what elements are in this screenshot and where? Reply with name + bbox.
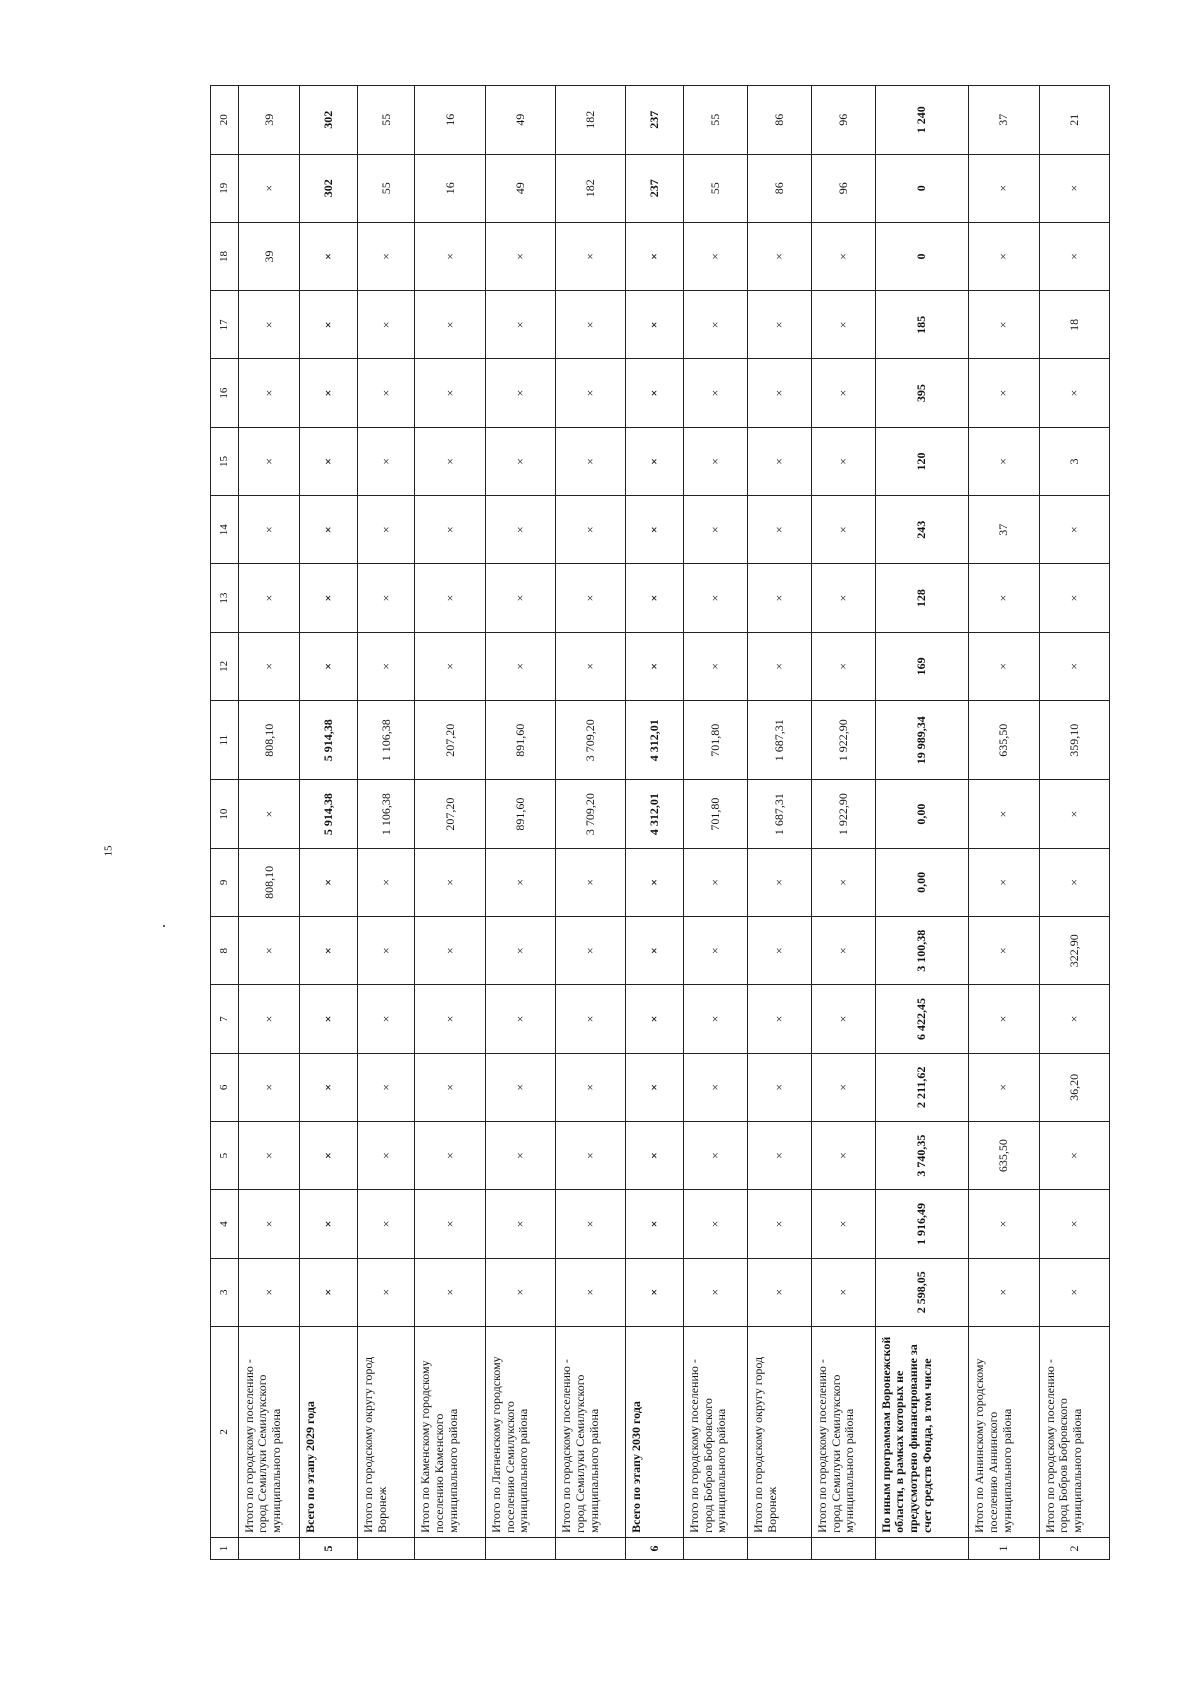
table-cell: 237 [626,154,684,222]
table-cell: 96 [811,86,875,155]
row-label: Всего по этапу 2030 года [626,1326,684,1537]
table-cell: × [415,848,485,916]
table-cell: × [747,1258,811,1326]
row-number: 2 [1039,1537,1109,1559]
row-label: Итого по городскому округу город Воронеж [747,1326,811,1537]
table-cell: × [626,1258,684,1326]
table-cell: × [238,359,300,427]
table-row [969,86,1039,1560]
table-cell: 243 [875,496,969,564]
table-cell: × [811,222,875,290]
table-cell: × [747,1190,811,1258]
table-cell: 359,10 [1039,701,1109,780]
table-cell: × [683,359,747,427]
table-cell: 207,20 [415,701,485,780]
table-cell: × [300,848,358,916]
table-cell: 3 709,20 [556,701,626,780]
table-cell: × [747,564,811,632]
row-number: 5 [300,1537,358,1559]
table-cell: × [485,917,555,985]
column-header: 10 [211,780,239,848]
table-cell: × [357,291,415,359]
table-cell: 0 [875,222,969,290]
table-cell: 5 914,38 [300,780,358,848]
table-cell: × [626,985,684,1053]
table-cell: 182 [556,154,626,222]
table-cell: × [357,1190,415,1258]
table-cell: × [556,848,626,916]
table-cell: × [683,1190,747,1258]
header-row [211,86,239,1560]
table-cell: 37 [969,496,1039,564]
row-number [485,1537,555,1559]
table-cell: × [300,1053,358,1121]
table-row [626,86,684,1560]
row-label: Итого по Каменскому городскому поселению Каменского муниципального района [415,1326,485,1537]
table-cell: × [300,917,358,985]
table-cell: 36,20 [1039,1053,1109,1121]
table-cell: 55 [683,86,747,155]
table-cell: 49 [485,154,555,222]
table-cell: 891,60 [485,780,555,848]
row-number [747,1537,811,1559]
table-cell: × [556,1053,626,1121]
table-cell: × [1039,564,1109,632]
row-label: Всего по этапу 2029 года [300,1326,358,1537]
column-header: 16 [211,359,239,427]
table-cell: × [300,222,358,290]
table-cell: × [357,427,415,495]
column-header: 5 [211,1121,239,1189]
table-cell: 55 [357,86,415,155]
table-cell: 185 [875,291,969,359]
table-row [357,86,415,1560]
column-header: 3 [211,1258,239,1326]
table-cell: 237 [626,86,684,155]
table-cell: 5 914,38 [300,701,358,780]
table-cell: × [811,1121,875,1189]
table-cell: × [683,291,747,359]
table-cell: × [969,1190,1039,1258]
table-cell: 86 [747,154,811,222]
table-cell: × [238,564,300,632]
table-cell: 3 [1039,427,1109,495]
table-cell: × [238,1053,300,1121]
table-cell: × [485,291,555,359]
table-cell: × [485,985,555,1053]
table-cell: × [811,632,875,700]
table-cell: × [969,359,1039,427]
table-cell: 0,00 [875,780,969,848]
table-cell: × [626,632,684,700]
table-cell: × [811,1258,875,1326]
table-cell: 21 [1039,86,1109,155]
table-cell: × [747,632,811,700]
table-cell: × [238,291,300,359]
column-header: 7 [211,985,239,1053]
rotated-table-container [210,85,1110,1560]
table-cell: × [238,496,300,564]
table-cell: × [969,564,1039,632]
table-cell: 207,20 [415,780,485,848]
table-cell: × [300,496,358,564]
table-cell: × [357,1121,415,1189]
column-header: 15 [211,427,239,495]
table-cell: × [1039,496,1109,564]
table-cell: × [485,1190,555,1258]
table-row [485,86,555,1560]
table-cell: × [1039,222,1109,290]
table-cell: 1 240 [875,86,969,155]
column-header: 1 [211,1537,239,1559]
column-header: 17 [211,291,239,359]
table-cell: 1 106,38 [357,701,415,780]
table-cell: × [357,222,415,290]
table-cell: × [683,848,747,916]
table-cell: 4 312,01 [626,780,684,848]
table-cell: × [747,496,811,564]
row-number: 1 [969,1537,1039,1559]
table-cell: 635,50 [969,701,1039,780]
table-cell: × [811,985,875,1053]
table-cell: × [626,222,684,290]
table-cell: × [300,985,358,1053]
column-header: 6 [211,1053,239,1121]
table-cell: 16 [415,154,485,222]
page-number: 15 [102,845,115,857]
table-cell: × [747,427,811,495]
table-row [415,86,485,1560]
table-cell: × [626,496,684,564]
table-cell: 19 989,34 [875,701,969,780]
table-cell: × [357,1258,415,1326]
table-cell: × [556,496,626,564]
table-cell: × [969,1053,1039,1121]
table-cell: × [1039,154,1109,222]
table-cell: 701,80 [683,780,747,848]
table-cell: × [556,1190,626,1258]
table-row [811,86,875,1560]
table-cell: 1 687,31 [747,780,811,848]
table-cell: × [415,985,485,1053]
table-cell: 86 [747,86,811,155]
table-cell: 39 [238,222,300,290]
table-cell: 2 598,05 [875,1258,969,1326]
table-cell: × [357,496,415,564]
table-cell: × [1039,1121,1109,1189]
row-number [875,1537,969,1559]
table-cell: × [300,359,358,427]
table-cell: × [969,427,1039,495]
table-cell: × [415,1053,485,1121]
table-cell: × [556,564,626,632]
table-cell: × [1039,632,1109,700]
table-cell: × [626,917,684,985]
table-row [556,86,626,1560]
row-number [357,1537,415,1559]
table-cell: 322,90 [1039,917,1109,985]
table-cell: × [969,985,1039,1053]
table-cell: × [811,564,875,632]
table-cell: × [969,291,1039,359]
table-cell: × [357,564,415,632]
table-cell: 891,60 [485,701,555,780]
table-cell: × [485,427,555,495]
table-cell: × [1039,359,1109,427]
table-cell: × [485,359,555,427]
column-header: 4 [211,1190,239,1258]
table-cell: × [415,917,485,985]
table-cell: × [556,291,626,359]
table-cell: × [811,1190,875,1258]
table-row [238,86,300,1560]
column-header: 9 [211,848,239,916]
table-cell: × [300,1121,358,1189]
row-label: Итого по городскому поселению - город Бобров Бобровского муниципального района [1039,1326,1109,1537]
table-cell: × [683,222,747,290]
table-cell: × [811,917,875,985]
column-header: 14 [211,496,239,564]
table-cell: × [238,1258,300,1326]
row-number [415,1537,485,1559]
table-cell: × [300,1190,358,1258]
row-number: 6 [626,1537,684,1559]
table-cell: × [556,222,626,290]
table-cell: × [238,154,300,222]
table-cell: 49 [485,86,555,155]
table-cell: × [485,222,555,290]
column-header: 13 [211,564,239,632]
table-cell: × [683,1053,747,1121]
table-cell: × [1039,848,1109,916]
table-cell: × [556,1121,626,1189]
table-cell: × [357,632,415,700]
table-cell: 4 312,01 [626,701,684,780]
table-cell: × [811,291,875,359]
row-number [811,1537,875,1559]
table-cell: × [969,848,1039,916]
table-cell: × [811,496,875,564]
table-cell: × [300,632,358,700]
table-cell: × [415,632,485,700]
column-header: 11 [211,701,239,780]
table-cell: × [238,917,300,985]
table-cell: × [747,1053,811,1121]
table-cell: × [415,564,485,632]
table-cell: × [747,848,811,916]
table-cell: × [969,1258,1039,1326]
table-cell: 182 [556,86,626,155]
table-row [875,86,969,1560]
table-cell: 701,80 [683,701,747,780]
table-cell: 37 [969,86,1039,155]
table-cell: × [1039,985,1109,1053]
table-cell: × [626,291,684,359]
table-cell: × [683,632,747,700]
table-cell: × [300,1258,358,1326]
row-label: Итого по городскому поселению - город Бобров Бобровского муниципального района [683,1326,747,1537]
row-label: Итого по Латненскому городскому поселению Семилукского муниципального района [485,1326,555,1537]
table-row [683,86,747,1560]
table-cell: × [415,1121,485,1189]
row-number [683,1537,747,1559]
table-cell: 6 422,45 [875,985,969,1053]
table-row [300,86,358,1560]
table-cell: × [415,1258,485,1326]
table-cell: × [357,359,415,427]
table-cell: × [485,848,555,916]
table-cell: 120 [875,427,969,495]
table-row [747,86,811,1560]
table-cell: × [556,1258,626,1326]
table-cell: × [626,848,684,916]
table-row [1039,86,1109,1560]
table-cell: × [811,1053,875,1121]
table-cell: 808,10 [238,848,300,916]
table-cell: × [357,848,415,916]
table-cell: 395 [875,359,969,427]
table-cell: × [626,1190,684,1258]
table-cell: × [357,917,415,985]
column-header: 2 [211,1326,239,1537]
column-header: 8 [211,917,239,985]
table-cell: × [811,427,875,495]
table-cell: × [626,564,684,632]
row-label: Итого по городскому округу город Воронеж [357,1326,415,1537]
table-cell: 0 [875,154,969,222]
table-cell: × [683,564,747,632]
table-cell: × [238,1121,300,1189]
table-cell: × [969,632,1039,700]
table-cell: 39 [238,86,300,155]
table-cell: × [415,222,485,290]
table-cell: 3 740,35 [875,1121,969,1189]
table-cell: × [238,632,300,700]
table-cell: × [485,1053,555,1121]
table-cell: × [415,496,485,564]
table-cell: × [747,985,811,1053]
table-cell: 55 [357,154,415,222]
table-cell: × [415,427,485,495]
table-cell: × [683,1121,747,1189]
table-cell: × [626,1053,684,1121]
table-cell: × [1039,780,1109,848]
table-cell: 302 [300,86,358,155]
column-header: 18 [211,222,239,290]
table-cell: × [415,359,485,427]
table-cell: 1 106,38 [357,780,415,848]
table-cell: 3 709,20 [556,780,626,848]
table-cell: 0,00 [875,848,969,916]
table-cell: 1 922,90 [811,701,875,780]
row-label: Итого по городскому поселению - город Семилуки Семилукского муниципального района [556,1326,626,1537]
table-cell: 2 211,62 [875,1053,969,1121]
stray-mark [163,925,165,927]
table-cell: × [485,1121,555,1189]
column-header: 19 [211,154,239,222]
table-cell: 302 [300,154,358,222]
table-cell: × [683,496,747,564]
table-cell: × [747,222,811,290]
table-cell: × [238,1190,300,1258]
table-cell: 16 [415,86,485,155]
table-cell: × [556,427,626,495]
table-cell: × [811,848,875,916]
table-cell: × [556,985,626,1053]
table-cell: × [556,359,626,427]
table-cell: × [747,1121,811,1189]
table-cell: × [626,359,684,427]
row-number [556,1537,626,1559]
table-cell: × [238,427,300,495]
table-cell: × [626,1121,684,1189]
table-cell: × [683,427,747,495]
table-cell: × [969,222,1039,290]
table-cell: × [357,1053,415,1121]
table-cell: × [811,359,875,427]
table-cell: × [626,427,684,495]
table-cell: 128 [875,564,969,632]
table-cell: × [683,917,747,985]
row-label: Итого по городскому поселению - город Семилуки Семилукского муниципального района [811,1326,875,1537]
table-cell: × [683,1258,747,1326]
data-table [210,85,1110,1560]
table-cell: 169 [875,632,969,700]
table-cell: × [485,632,555,700]
table-cell: × [300,427,358,495]
table-cell: 808,10 [238,701,300,780]
table-cell: 1 687,31 [747,701,811,780]
table-cell: 1 922,90 [811,780,875,848]
row-label: Итого по городскому поселению - город Семилуки Семилукского муниципального района [238,1326,300,1537]
table-cell: 18 [1039,291,1109,359]
table-cell: × [556,917,626,985]
table-cell: 635,50 [969,1121,1039,1189]
table-cell: × [415,291,485,359]
table-cell: × [300,291,358,359]
row-label: По иным программам Воронежской области, в рамках которых не предусмотрено финансирование за счет средств Фонда, в том числе [875,1326,969,1537]
column-header: 20 [211,86,239,155]
table-cell: 55 [683,154,747,222]
table-cell: × [683,985,747,1053]
table-cell: 96 [811,154,875,222]
table-cell: × [485,1258,555,1326]
table-cell: × [747,917,811,985]
row-number [238,1537,300,1559]
table-cell: × [1039,1258,1109,1326]
table-cell: × [238,780,300,848]
table-cell: × [415,1190,485,1258]
table-cell: 3 100,38 [875,917,969,985]
table-cell: × [357,985,415,1053]
table-cell: × [969,780,1039,848]
table-cell: × [300,564,358,632]
table-cell: × [747,291,811,359]
table-cell: × [747,359,811,427]
table-cell: × [238,985,300,1053]
row-label: Итого по Аннинскому городскому поселению Аннинского муниципального района [969,1326,1039,1537]
table-cell: 1 916,49 [875,1190,969,1258]
table-cell: × [969,154,1039,222]
table-cell: × [485,564,555,632]
table-cell: × [969,917,1039,985]
column-header: 12 [211,632,239,700]
table-cell: × [485,496,555,564]
table-cell: × [556,632,626,700]
table-cell: × [1039,1190,1109,1258]
